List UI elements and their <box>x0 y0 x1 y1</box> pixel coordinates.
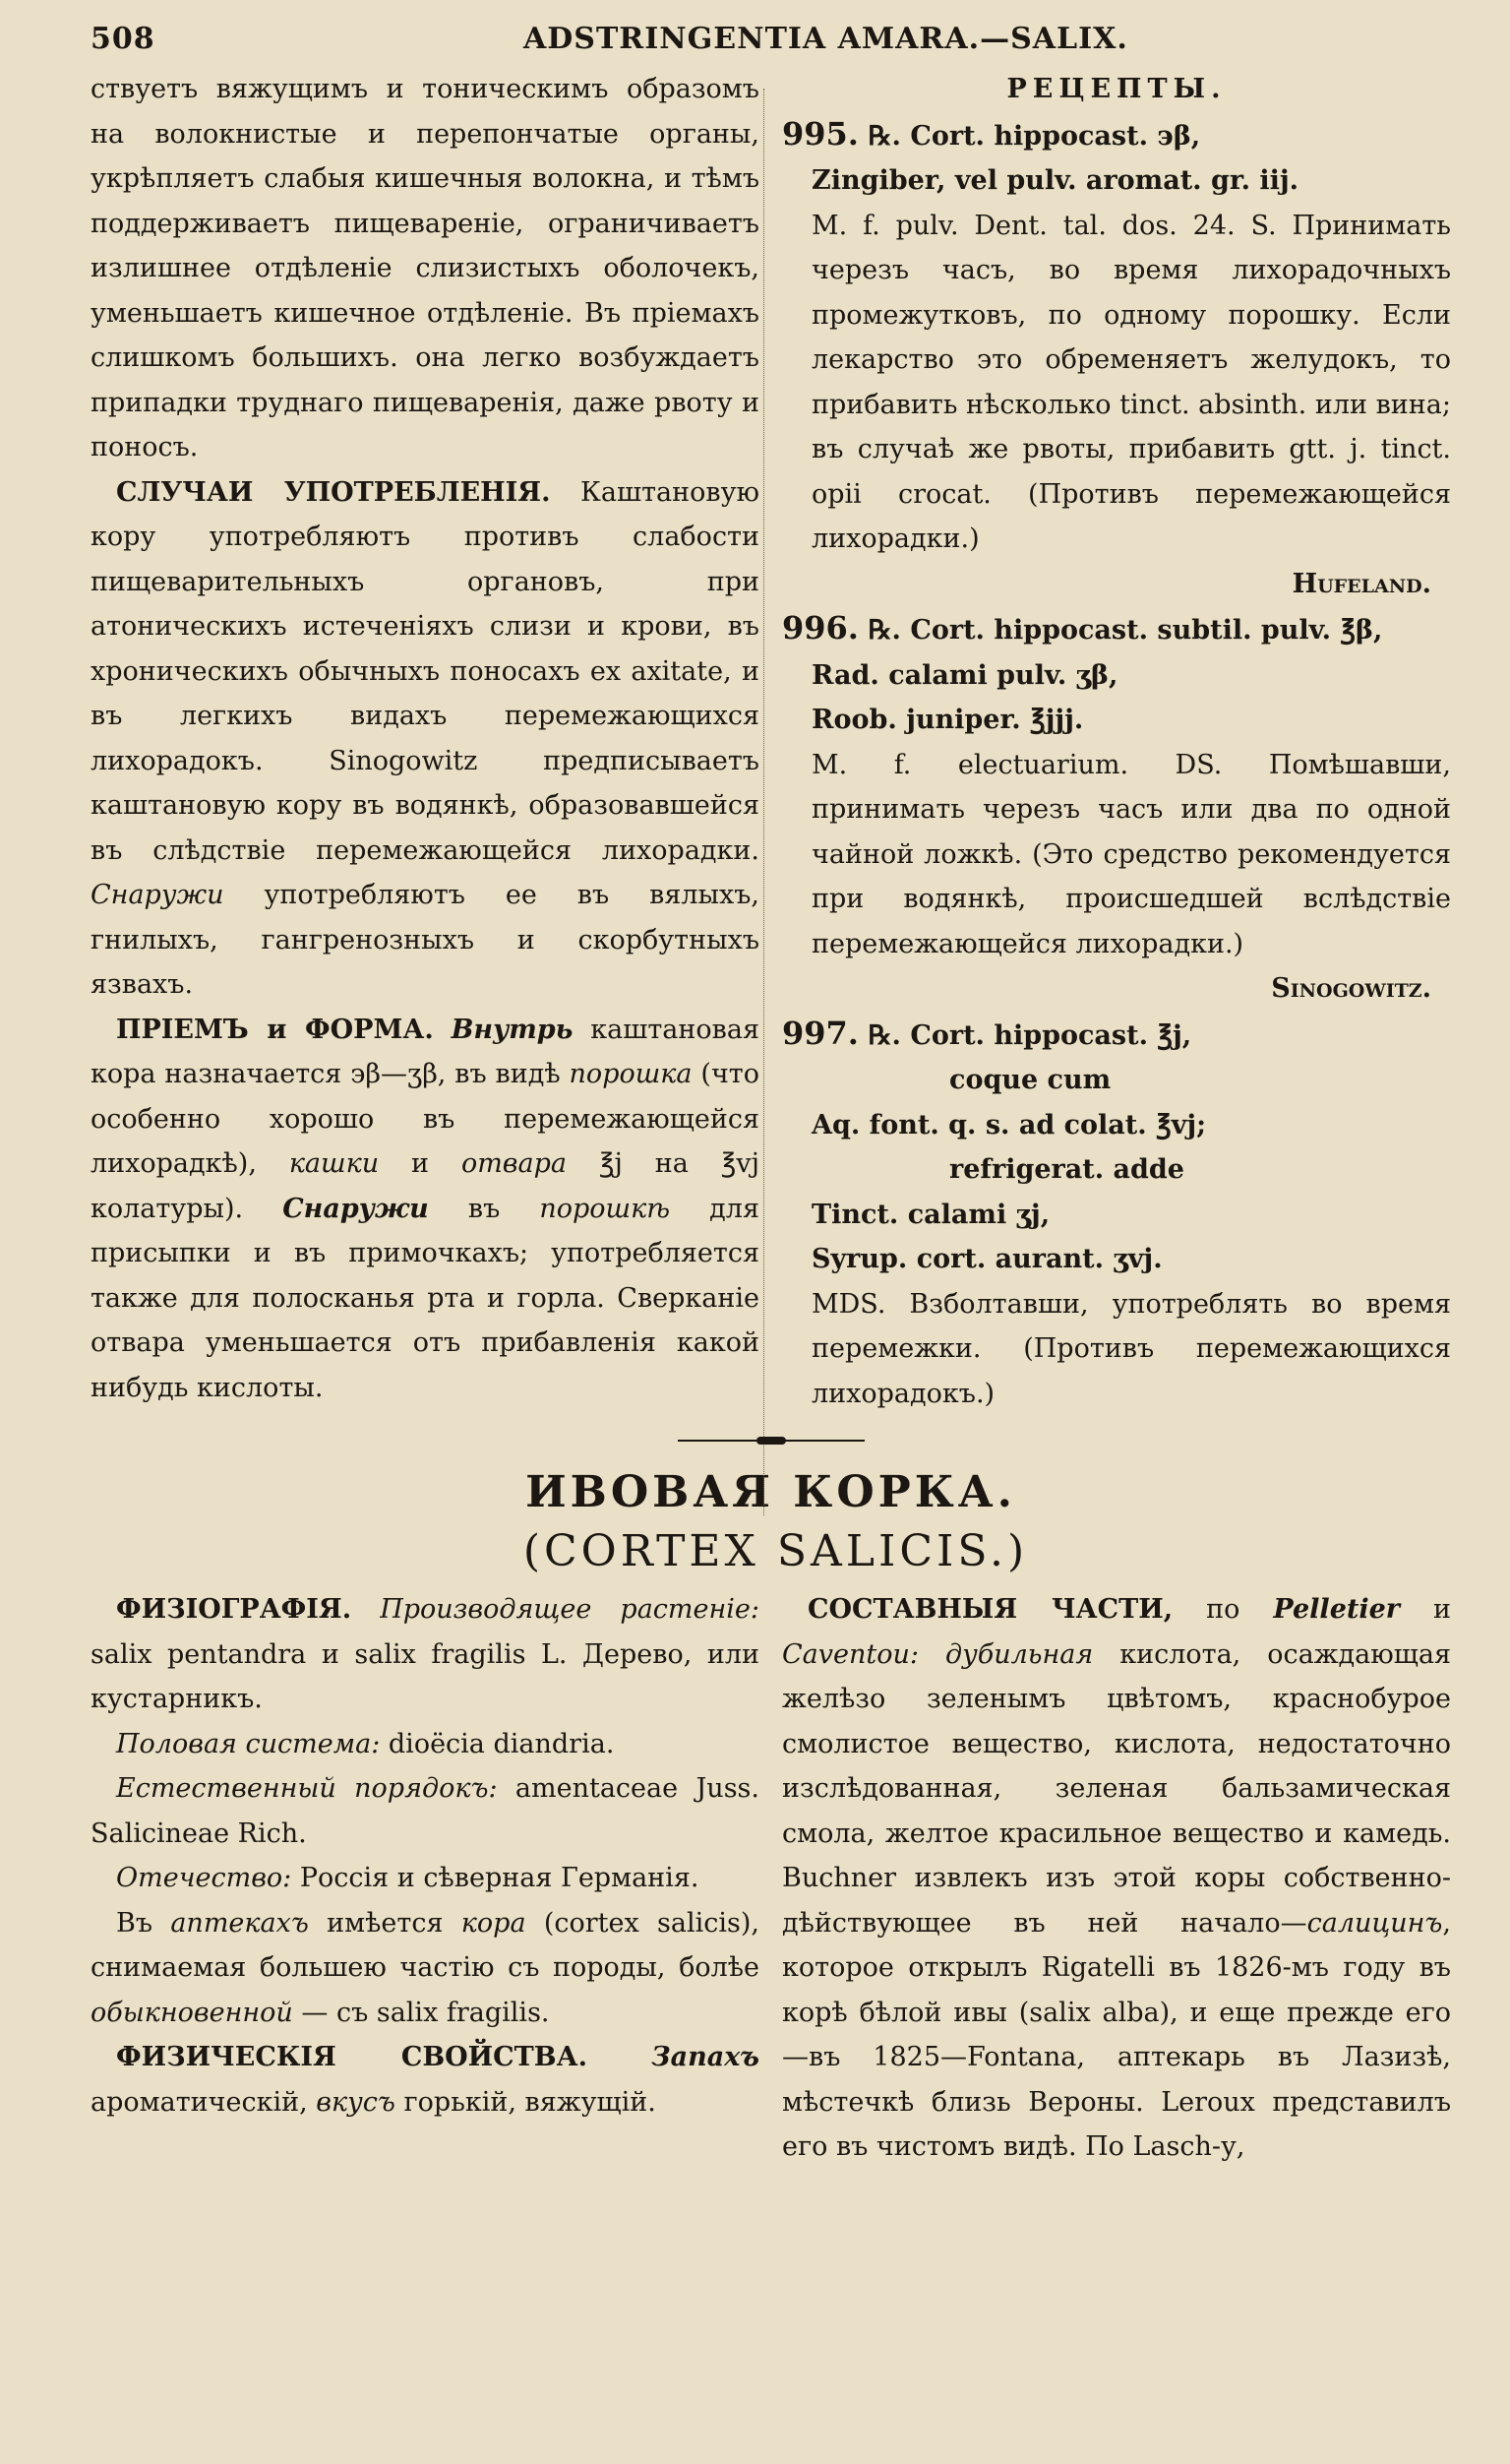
bottom-left-column <box>91 1587 759 2170</box>
recipe-author: Sinogowitz. <box>1271 973 1431 1004</box>
recipe-995: 995. ℞. Cort. hippocast. ϶β, Zingiber, vel pulv. aromat. gr. iij. M. f. pulv. Dent. tal. dos. 24. S. Принимать черезъ часъ, во время лихорадочныхъ промежутковъ, по одному порошку. Если лекарство это обременяетъ желудокъ, то прибавить нѣсколько tinct. absinth. или вина; въ случаѣ же рвоты, прибавить gtt. j. tinct. opii crocat. (Противъ перемежающейся лихорадки.) Hufeland. <box>782 112 1451 607</box>
recipe-997: 997. ℞. Cort. hippocast. ℥j, coque cum Aq. font. q. s. ad colat. ℥vj; refrigerat. adde Tinct. calami ʒj, Syrup. cort. aurant. ʒvj. MDS. Взболтавши, употреблять во время перемежки. (Противъ перемежающихся лихорадокъ.) <box>782 1014 1451 1409</box>
paragraph-physiography: ФИЗІОГРАФІЯ. Производящее растеніе: salix pentandra и salix fragilis L. Дерево, или кустарникъ. <box>91 1594 759 1714</box>
page-number: 508 <box>91 22 155 56</box>
bottom-right-column <box>782 1587 1451 2170</box>
heading-dosage: ПРІЕМЪ и ФОРМА. <box>116 1014 434 1045</box>
top-left-column <box>91 67 759 1416</box>
page-header <box>91 22 1451 67</box>
recipe-number: 996. <box>782 609 859 647</box>
heading-constituents: СОСТАВНЫЯ ЧАСТИ, <box>808 1594 1174 1625</box>
paragraph-uses: СЛУЧАИ УПОТРЕБЛЕНІЯ. Каштановую кору употребляютъ противъ слабости пищеварительныхъ органовъ, при атоническихъ истеченіяхъ слизи и крови, въ хроническихъ обычныхъ поносахъ ex axitate, и въ легкихъ видахъ перемежающихся лихорадокъ. Sinogowitz предписываетъ каштановую кору въ водянкѣ, образовавшейся въ слѣдствіе перемежающейся лихорадки. Снаружи употребляютъ ее въ вялыхъ, гнилыхъ, гангренозныхъ и скорбутныхъ язвахъ. <box>91 476 760 1000</box>
paragraph-continuation: ствуетъ вяжущимъ и тоническимъ образомъ на волокнистые и перепончатые органы, укрѣпляетъ слабыя кишечныя волокна, и тѣмъ поддерживаетъ пищевареніе, ограничиваетъ излишнее отдѣленіе слизистыхъ оболочекъ, уменьшаетъ кишечное отдѣленіе. Въ пріемахъ слишкомъ большихъ. она легко возбуждаетъ припадки труднаго пищеваренія, даже рвоту и поносъ. <box>91 74 759 462</box>
heading-physical-properties: ФИЗИЧЕСКІЯ СВОЙСТВА. <box>116 2042 587 2072</box>
heading-physiography: ФИЗІОГРАФІЯ. <box>116 1594 352 1625</box>
paragraph-sexual-system: Половая система: dioëcia diandria. <box>116 1728 615 1759</box>
paragraph-physical-properties: ФИЗИЧЕСКІЯ СВОЙСТВА. Запахъ ароматическій, вкусъ горькій, вяжущій. <box>91 2042 759 2118</box>
section-title: ИВОВАЯ КОРКА. <box>525 1467 1016 1517</box>
ornamental-divider <box>678 1436 865 1446</box>
top-right-column <box>782 67 1451 1416</box>
recipe-number: 995. <box>782 114 859 153</box>
bottom-columns <box>91 1587 1451 2170</box>
running-title: ADSTRINGENTIA AMARA.—SALIX. <box>523 22 1128 56</box>
paragraph-dosage: ПРІЕМЪ и ФОРМА. Внутрь каштановая кора назначается ϶β—ʒβ, въ видѣ порошка (что особенно хорошо въ перемежающейся лихорадкѣ), кашки и отвара ℥j на ℥vj колатуры). Снаружи въ порошкѣ для присыпки и въ примочкахъ; употребляется также для полосканья рта и горла. Сверканіе отвара уменьшается отъ прибавленія какой нибудь кислоты. <box>91 1014 759 1403</box>
top-columns <box>91 67 1451 1416</box>
recipes-heading: РЕЦЕПТЫ. <box>1006 74 1227 104</box>
column-rule <box>763 89 764 1515</box>
recipe-number: 997. <box>782 1014 859 1052</box>
paragraph-natural-order: Естественный порядокъ: amentaceae Juss. Salicineae Rich. <box>91 1773 759 1849</box>
paragraph-constituents: СОСТАВНЫЯ ЧАСТИ, по Pelletier и Caventou: дубильная кислота, осаждающая желѣзо зеленымъ цвѣтомъ, краснобурое смолистое вещество, кислота, недостаточно изслѣдованная, зеленая бальзамическая смола, желтое красильное вещество и камедь. Buchner извлекъ изъ этой коры собственно-дѣйствующее въ ней начало—салицинъ, которое открылъ Rigatelli въ 1826-мъ году въ корѣ бѣлой ивы (salix alba), и еще прежде его—въ 1825—Fontana, аптекарь въ Лазизѣ, мѣстечкѣ близь Вероны. Leroux представилъ его въ чистомъ видѣ. По Lasch-у, <box>782 1594 1452 2162</box>
paragraph-native-land: Отечество: Россія и сѣверная Германія. <box>116 1863 699 1893</box>
recipe-996: 996. ℞. Cort. hippocast. subtil. pulv. ℥β, Rad. calami pulv. ʒβ, Roob. juniper. ℥jjj. M. f. electuarium. DS. Помѣшавши, принимать черезъ часъ или два по одной чайной ложкѣ. (Это средство рекомендуется при водянкѣ, происшедшей вслѣдствіе перемежающейся лихорадки.) Sinogowitz. <box>782 606 1451 1012</box>
heading-uses: СЛУЧАИ УПОТРЕБЛЕНІЯ. <box>116 476 551 508</box>
section-subtitle: (CORTEX SALICIS.) <box>522 1526 1029 1576</box>
recipe-author: Hufeland. <box>1292 568 1431 599</box>
paragraph-pharmacy: Въ аптекахъ имѣется кора (cortex salicis), снимаемая большею частію съ породы, болѣе обыкновенной — съ salix fragilis. <box>91 1907 759 2028</box>
